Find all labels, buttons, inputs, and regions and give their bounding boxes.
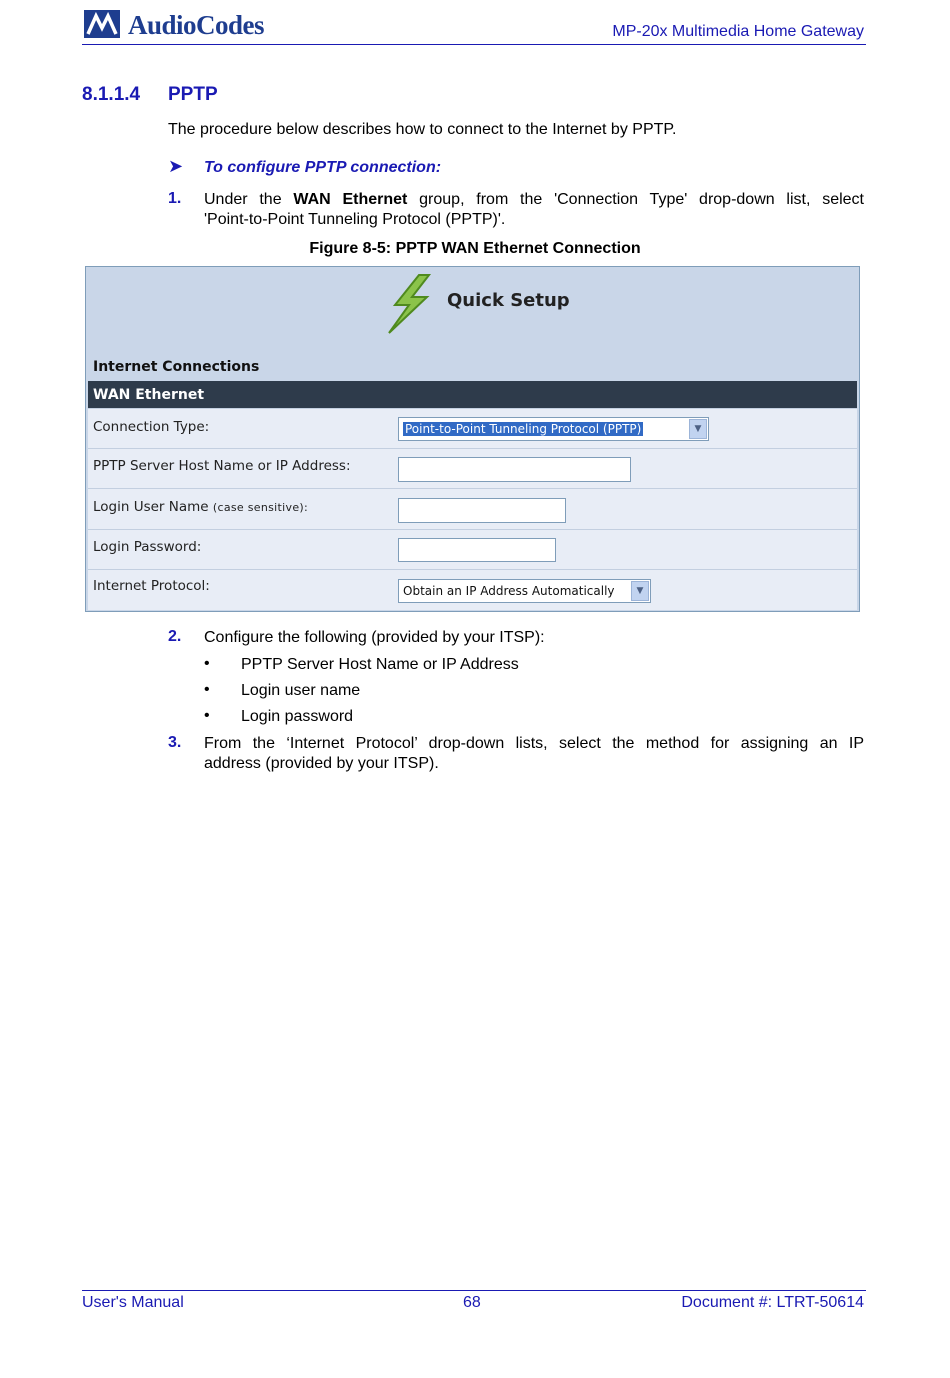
bullet-dot: • xyxy=(204,707,210,724)
footer-left: User's Manual xyxy=(82,1294,184,1311)
logo-wordmark: AudioCodes xyxy=(128,10,265,40)
step-3-line2: address (provided by your ITSP). xyxy=(204,755,439,772)
chevron-down-icon[interactable]: ▼ xyxy=(631,581,649,601)
chevron-down-icon[interactable]: ▼ xyxy=(689,419,707,439)
connection-type-value: Point-to-Point Tunneling Protocol (PPTP) xyxy=(405,422,642,436)
bullet-item: Login user name xyxy=(241,682,361,699)
login-password-row xyxy=(88,529,857,570)
internet-protocol-label: Internet Protocol: xyxy=(93,578,210,594)
header-title: MP-20x Multimedia Home Gateway xyxy=(612,23,864,40)
step-1-text xyxy=(204,190,864,230)
pptp-figure xyxy=(85,266,860,612)
footer-rule xyxy=(82,1290,866,1291)
wan-ethernet-label: WAN Ethernet xyxy=(93,387,205,403)
connection-type-row xyxy=(88,408,857,449)
bullet-item: PPTP Server Host Name or IP Address xyxy=(241,656,519,673)
step-3-line1: From the ‘Internet Protocol’ drop-down lists, select the method for assigning an IP xyxy=(204,735,864,752)
pptp-server-label: PPTP Server Host Name or IP Address: xyxy=(93,458,351,474)
case-sensitive-hint: (case sensitive): xyxy=(212,501,308,514)
login-user-label xyxy=(93,499,308,515)
step-1-number: 1. xyxy=(168,190,182,207)
step-1-text-a: Under the xyxy=(204,191,294,208)
step-3-text xyxy=(204,734,864,774)
login-user-label-text: Login User Name xyxy=(93,499,209,515)
internet-connections-heading: Internet Connections xyxy=(93,359,260,375)
step-2-number: 2. xyxy=(168,628,182,645)
figure-caption: Figure 8-5: PPTP WAN Ethernet Connection xyxy=(309,240,641,257)
section-title: PPTP xyxy=(168,84,218,105)
internet-protocol-select[interactable] xyxy=(398,579,651,603)
login-password-label: Login Password: xyxy=(93,539,202,555)
intro-paragraph: The procedure below describes how to connect to the Internet by PPTP. xyxy=(168,121,677,138)
step-1-line2: 'Point-to-Point Tunneling Protocol (PPTP)'. xyxy=(204,211,506,228)
page-number: 68 xyxy=(463,1294,481,1311)
bullet-dot: • xyxy=(204,655,210,672)
header-rule xyxy=(82,44,866,45)
pptp-server-row xyxy=(88,448,857,489)
bullet-item: Login password xyxy=(241,708,354,725)
procedure-arrow-icon: ➤ xyxy=(168,156,184,176)
section-number: 8.1.1.4 xyxy=(82,84,141,105)
connection-type-select[interactable] xyxy=(398,417,709,441)
procedure-title: To configure PPTP connection: xyxy=(204,159,442,176)
footer-right: Document #: LTRT-50614 xyxy=(681,1294,864,1311)
quick-setup-title: Quick Setup xyxy=(447,290,570,311)
login-user-input[interactable] xyxy=(398,498,566,523)
internet-protocol-row xyxy=(88,569,857,610)
step-1-wan-ethernet: WAN Ethernet xyxy=(293,191,408,208)
lightning-bolt-icon xyxy=(381,273,441,335)
step-1-text-c: group, from the 'Connection Type' drop-down list, select xyxy=(407,191,865,208)
bullet-dot: • xyxy=(204,681,210,698)
connection-type-label: Connection Type: xyxy=(93,419,210,435)
login-user-row xyxy=(88,488,857,530)
login-password-input[interactable] xyxy=(398,538,556,562)
pptp-server-input[interactable] xyxy=(398,457,631,482)
internet-protocol-value: Obtain an IP Address Automatically xyxy=(403,584,615,598)
step-2-text: Configure the following (provided by your ITSP): xyxy=(204,629,545,646)
step-3-number: 3. xyxy=(168,734,182,751)
